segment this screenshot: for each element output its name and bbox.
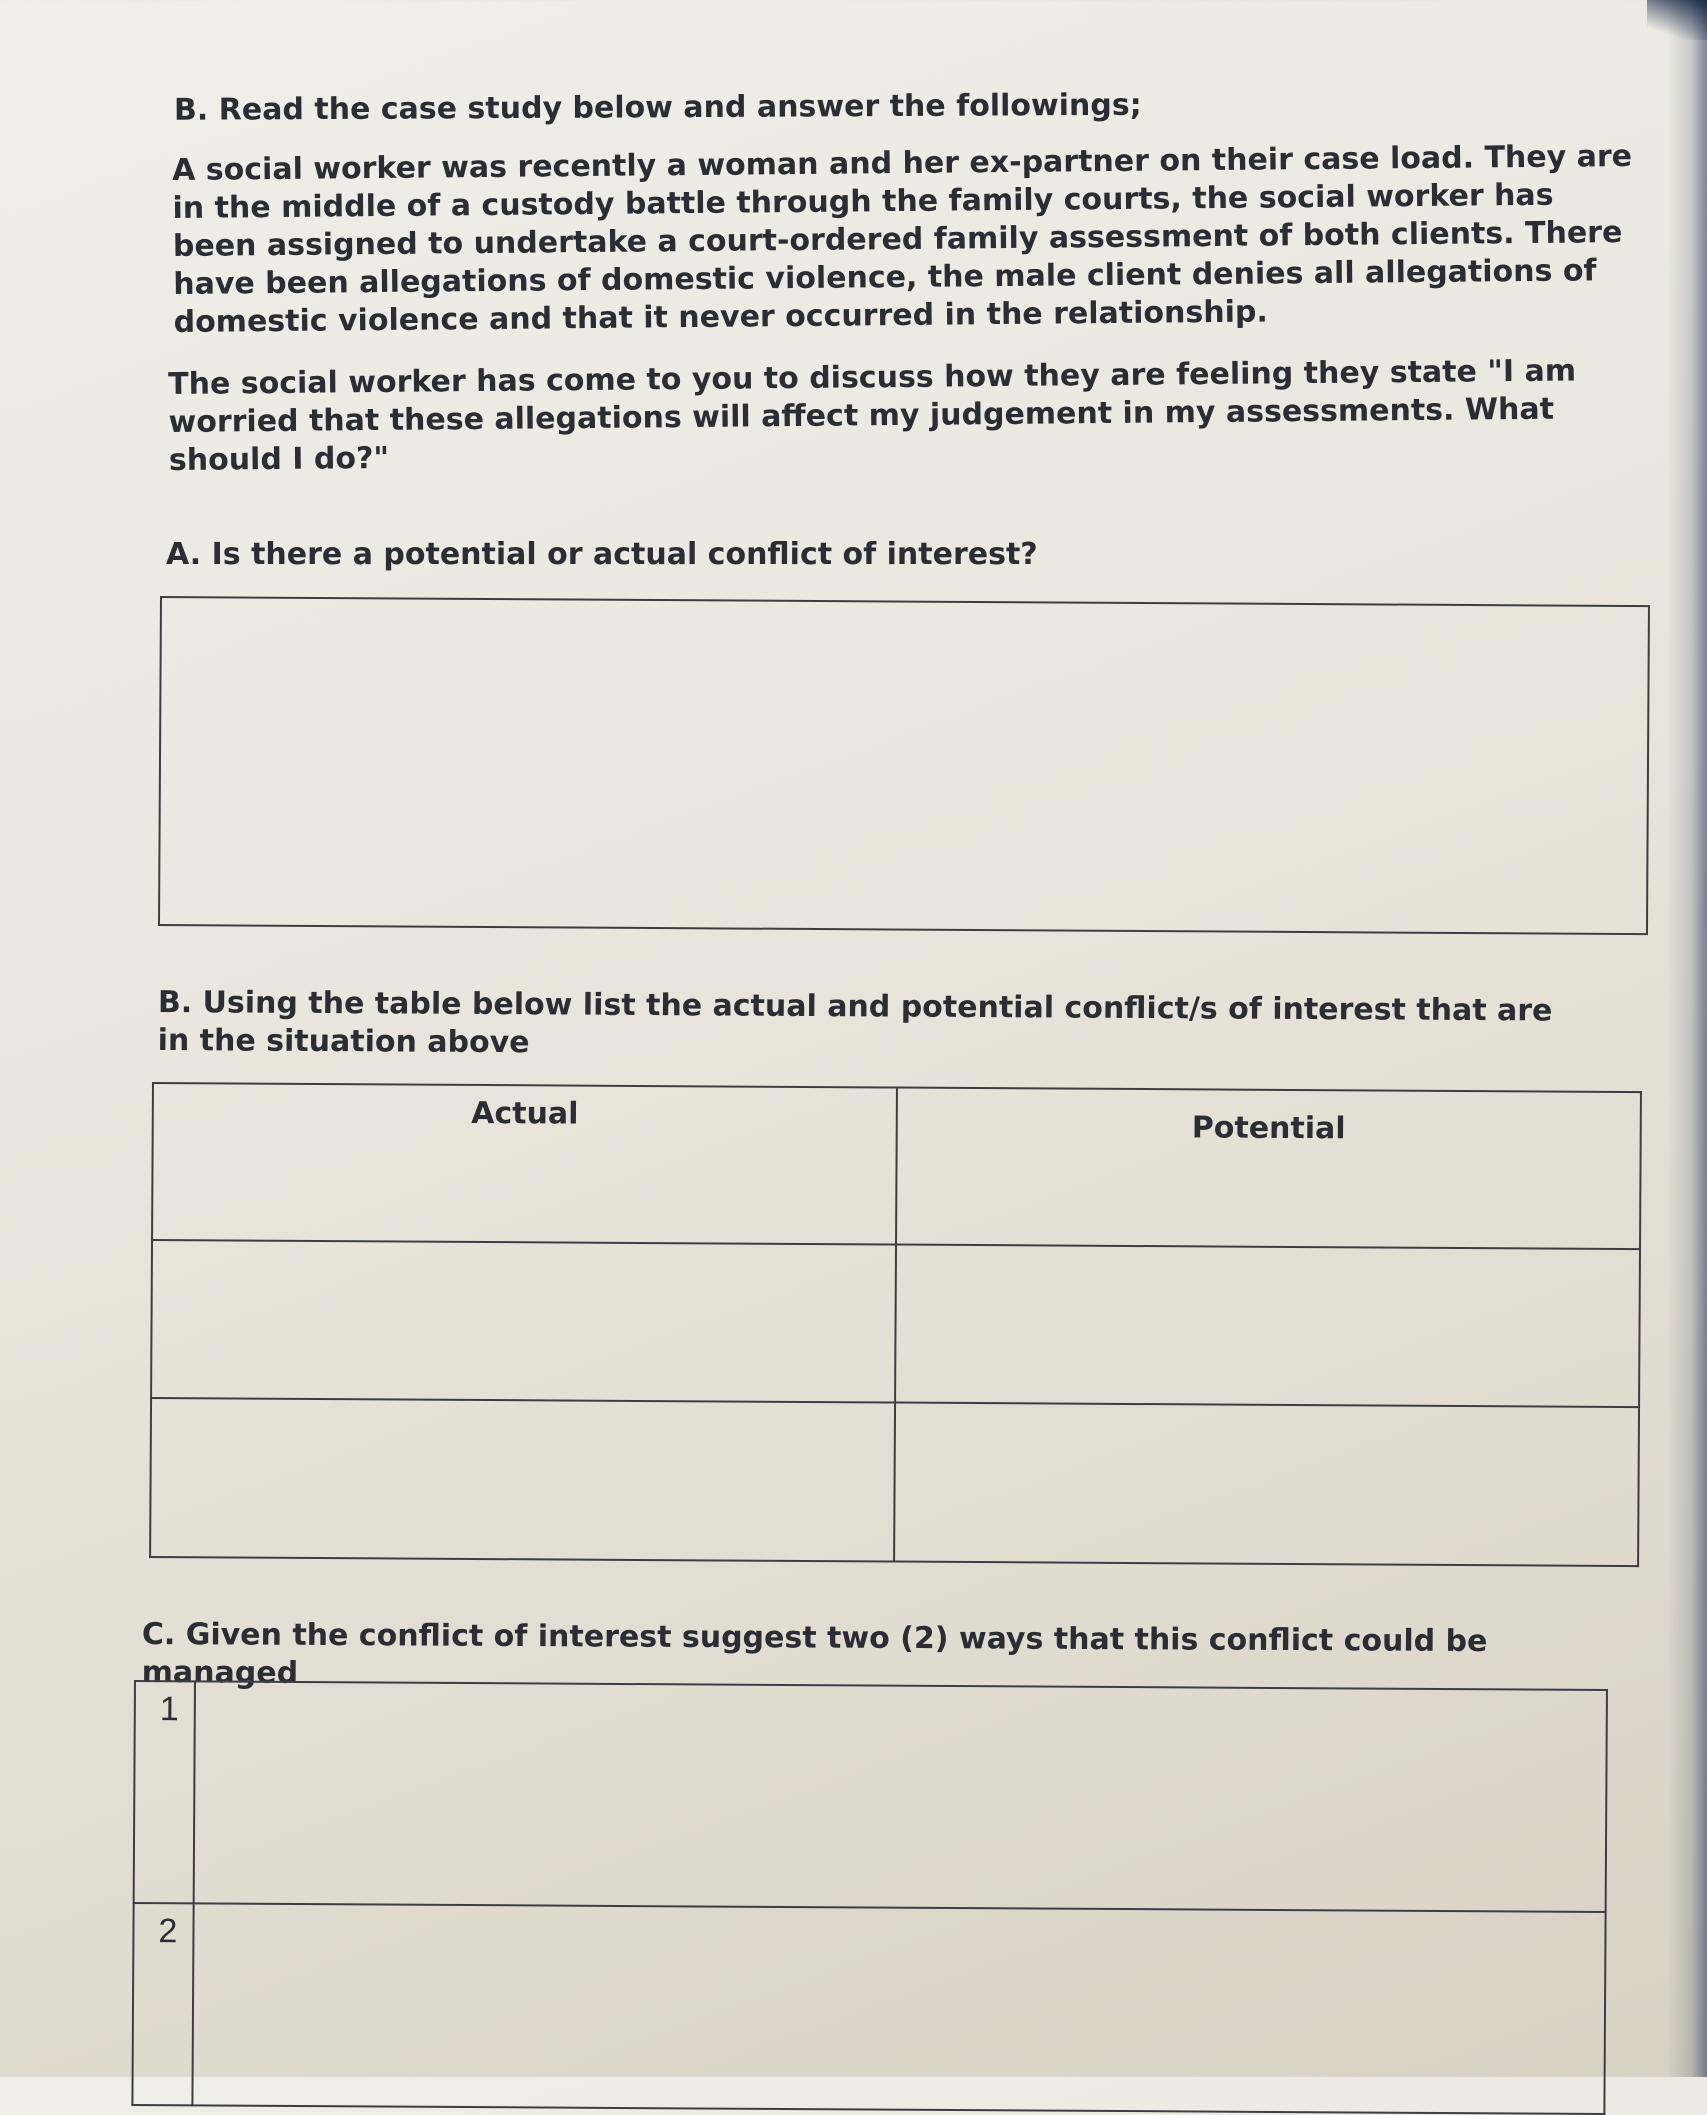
management-row-2 [132,1903,1605,2114]
conflict-table-header-row [152,1083,1641,1249]
management-row-1 [134,1681,1607,1912]
conflict-table-row [150,1398,1639,1566]
page-edge-shadow [1667,0,1707,2077]
conflict-table [149,1082,1642,1567]
section-b-heading: B. Read the case study below and answer the followings; [173,87,1142,128]
row-number-2: 2 [132,1903,193,2105]
management-answer-2[interactable] [192,1903,1605,2114]
potential-cell-2[interactable] [894,1403,1639,1566]
question-b: B. Using the table below list the actual and potential conflict/s of interest that are in the situation above [157,985,1553,1061]
answer-box-a[interactable] [158,596,1650,935]
management-answer-1[interactable] [194,1681,1607,1912]
management-table [131,1680,1608,2115]
row-number-1: 1 [134,1681,195,1903]
potential-cell-1[interactable] [895,1244,1640,1407]
case-study-paragraph: A social worker was recently a woman and her ex-partner on their case load. They are in the middle of a custody battle through the family courts, the social worker has been assigned to undertake a court-ordered family assessment of both clients. There have been allegations of domestic violence, the male client denies all allegations of domestic violence and that it never occurred in the relationship. [172,138,1633,340]
actual-cell-1[interactable] [151,1240,896,1403]
header-potential: Potential [896,1088,1641,1249]
question-c: C. Given the conflict of interest suggest two (2) ways that this conflict could be managed [141,1617,1488,1691]
header-actual: Actual [152,1083,897,1244]
conflict-table-row [151,1240,1640,1408]
social-worker-statement: The social worker has come to you to discuss how they are feeling they state "I am worried that these allegations will affect my judgement in my assessments. What should I do?" [168,353,1577,478]
actual-cell-2[interactable] [150,1398,895,1561]
page-corner [1647,0,1707,40]
question-a: A. Is there a potential or actual conflict of interest? [166,537,1038,572]
